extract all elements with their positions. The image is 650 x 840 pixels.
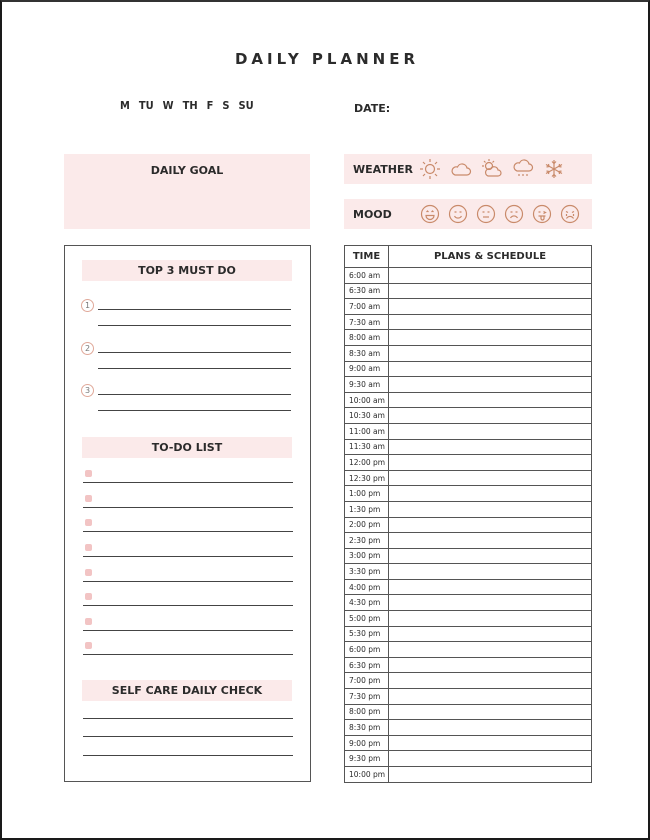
- time-slot: 7:00 pm: [345, 673, 389, 689]
- plan-entry-cell[interactable]: [389, 751, 592, 767]
- schedule-row: [345, 579, 592, 595]
- plan-entry-cell[interactable]: [389, 299, 592, 315]
- schedule-row: [345, 595, 592, 611]
- number-badge: 3: [81, 384, 94, 397]
- plan-entry-cell[interactable]: [389, 767, 592, 783]
- writing-line: [83, 581, 293, 582]
- writing-line: [83, 531, 293, 532]
- time-slot: 6:00 pm: [345, 642, 389, 658]
- schedule-row: [345, 564, 592, 580]
- schedule-row: [345, 439, 592, 455]
- schedule-row: [345, 642, 592, 658]
- time-slot: 12:30 pm: [345, 470, 389, 486]
- plan-entry-cell[interactable]: [389, 579, 592, 595]
- day-tuesday[interactable]: TU: [138, 99, 154, 112]
- day-saturday[interactable]: S: [222, 99, 230, 112]
- schedule-row: [345, 486, 592, 502]
- rain-cloud-icon[interactable]: [512, 158, 534, 180]
- schedule-row: [345, 720, 592, 736]
- bullet-icon: [85, 593, 92, 600]
- schedule-row: [345, 392, 592, 408]
- schedule-row: [345, 470, 592, 486]
- top3-header: TOP 3 MUST DO: [82, 260, 292, 281]
- time-slot: 4:30 pm: [345, 595, 389, 611]
- time-slot: 8:00 am: [345, 330, 389, 346]
- plan-entry-cell[interactable]: [389, 268, 592, 284]
- time-slot: 7:30 pm: [345, 689, 389, 705]
- sun-icon[interactable]: [419, 158, 441, 180]
- plan-entry-cell[interactable]: [389, 735, 592, 751]
- neutral-face-icon[interactable]: [475, 203, 497, 225]
- plan-entry-cell[interactable]: [389, 564, 592, 580]
- bullet-icon: [85, 495, 92, 502]
- schedule-header-row: [345, 246, 592, 268]
- schedule-row: [345, 735, 592, 751]
- schedule-row: [345, 268, 592, 284]
- plan-entry-cell[interactable]: [389, 314, 592, 330]
- todo-item[interactable]: [83, 542, 293, 558]
- bullet-icon: [85, 569, 92, 576]
- plan-entry-cell[interactable]: [389, 330, 592, 346]
- schedule-row: [345, 657, 592, 673]
- schedule-row: [345, 299, 592, 315]
- laughing-face-icon[interactable]: [419, 203, 441, 225]
- day-selector: [120, 99, 254, 112]
- tongue-face-icon[interactable]: [531, 203, 553, 225]
- weather-label: WEATHER: [353, 162, 414, 176]
- time-slot: 7:30 am: [345, 314, 389, 330]
- page-title: DAILY PLANNER: [234, 50, 419, 68]
- todo-header: TO-DO LIST: [82, 437, 292, 458]
- bullet-icon: [85, 642, 92, 649]
- writing-line: [98, 368, 291, 369]
- time-slot: 5:00 pm: [345, 611, 389, 627]
- plan-entry-cell[interactable]: [389, 439, 592, 455]
- schedule-row: [345, 377, 592, 393]
- schedule-row: [345, 548, 592, 564]
- time-slot: 12:00 pm: [345, 455, 389, 471]
- weather-row: [344, 154, 592, 184]
- plan-entry-cell[interactable]: [389, 283, 592, 299]
- day-sunday[interactable]: SU: [238, 99, 254, 112]
- schedule-row: [345, 767, 592, 783]
- time-slot: 8:30 pm: [345, 720, 389, 736]
- daily-goal-label: DAILY GOAL: [150, 164, 224, 177]
- sad-face-icon[interactable]: [503, 203, 525, 225]
- plan-entry-cell[interactable]: [389, 626, 592, 642]
- time-slot: 11:00 am: [345, 423, 389, 439]
- writing-line: [83, 605, 293, 606]
- writing-line: [83, 654, 293, 655]
- day-thursday[interactable]: TH: [182, 99, 198, 112]
- schedule-row: [345, 330, 592, 346]
- schedule-row: [345, 517, 592, 533]
- time-slot: 10:00 pm: [345, 767, 389, 783]
- schedule-row: [345, 455, 592, 471]
- schedule-row: [345, 533, 592, 549]
- time-slot: 10:30 am: [345, 408, 389, 424]
- plan-entry-cell[interactable]: [389, 689, 592, 705]
- snowflake-icon[interactable]: [543, 158, 565, 180]
- schedule-row: [345, 611, 592, 627]
- writing-line: [98, 394, 291, 395]
- plan-entry-cell[interactable]: [389, 548, 592, 564]
- schedule-row: [345, 626, 592, 642]
- time-slot: 6:30 am: [345, 283, 389, 299]
- daily-goal-box[interactable]: [64, 154, 310, 229]
- schedule-row: [345, 345, 592, 361]
- mood-label: MOOD: [353, 207, 392, 221]
- writing-line: [98, 325, 291, 326]
- time-slot: 11:30 am: [345, 439, 389, 455]
- todo-item[interactable]: [83, 567, 293, 583]
- plan-entry-cell[interactable]: [389, 595, 592, 611]
- time-slot: 6:00 am: [345, 268, 389, 284]
- plan-entry-cell[interactable]: [389, 517, 592, 533]
- schedule-table: [344, 245, 592, 783]
- todo-item[interactable]: [83, 640, 293, 656]
- must-do-item[interactable]: [81, 342, 295, 372]
- time-slot: 9:30 am: [345, 377, 389, 393]
- writing-line: [98, 352, 291, 353]
- time-slot: 2:00 pm: [345, 517, 389, 533]
- time-slot: 9:30 pm: [345, 751, 389, 767]
- bullet-icon: [85, 519, 92, 526]
- schedule-body: [345, 268, 592, 783]
- time-header: TIME: [345, 246, 389, 268]
- time-slot: 6:30 pm: [345, 657, 389, 673]
- bullet-icon: [85, 544, 92, 551]
- partly-cloudy-icon[interactable]: [481, 158, 503, 180]
- todo-item[interactable]: [83, 517, 293, 533]
- time-slot: 7:00 am: [345, 299, 389, 315]
- schedule-row: [345, 361, 592, 377]
- plans-header: PLANS & SCHEDULE: [389, 246, 592, 268]
- schedule-row: [345, 673, 592, 689]
- plan-entry-cell[interactable]: [389, 377, 592, 393]
- todo-item[interactable]: [83, 591, 293, 607]
- schedule-row: [345, 704, 592, 720]
- plan-entry-cell[interactable]: [389, 361, 592, 377]
- todo-item[interactable]: [83, 616, 293, 632]
- plan-entry-cell[interactable]: [389, 345, 592, 361]
- plan-entry-cell[interactable]: [389, 533, 592, 549]
- selfcare-line[interactable]: [83, 755, 293, 756]
- writing-line: [98, 309, 291, 310]
- plan-entry-cell[interactable]: [389, 720, 592, 736]
- time-slot: 9:00 pm: [345, 735, 389, 751]
- plan-entry-cell[interactable]: [389, 486, 592, 502]
- plan-entry-cell[interactable]: [389, 704, 592, 720]
- day-wednesday[interactable]: W: [162, 99, 174, 112]
- must-do-item[interactable]: [81, 299, 295, 329]
- number-badge: 1: [81, 299, 94, 312]
- plan-entry-cell[interactable]: [389, 392, 592, 408]
- schedule-row: [345, 314, 592, 330]
- plan-entry-cell[interactable]: [389, 673, 592, 689]
- must-do-item[interactable]: [81, 384, 295, 414]
- time-slot: 1:00 pm: [345, 486, 389, 502]
- schedule-row: [345, 423, 592, 439]
- bullet-icon: [85, 618, 92, 625]
- plan-entry-cell[interactable]: [389, 501, 592, 517]
- schedule-row: [345, 501, 592, 517]
- schedule-row: [345, 689, 592, 705]
- selfcare-line[interactable]: [83, 718, 293, 719]
- tasks-panel: [64, 245, 311, 782]
- number-badge: 2: [81, 342, 94, 355]
- writing-line: [98, 410, 291, 411]
- writing-line: [83, 630, 293, 631]
- todo-item[interactable]: [83, 468, 293, 484]
- mood-row: [344, 199, 592, 229]
- plan-entry-cell[interactable]: [389, 455, 592, 471]
- plan-entry-cell[interactable]: [389, 642, 592, 658]
- time-slot: 9:00 am: [345, 361, 389, 377]
- selfcare-line[interactable]: [83, 736, 293, 737]
- plan-entry-cell[interactable]: [389, 423, 592, 439]
- schedule-row: [345, 408, 592, 424]
- time-slot: 2:30 pm: [345, 533, 389, 549]
- writing-line: [83, 507, 293, 508]
- bullet-icon: [85, 470, 92, 477]
- plan-entry-cell[interactable]: [389, 408, 592, 424]
- writing-line: [83, 482, 293, 483]
- plan-entry-cell[interactable]: [389, 611, 592, 627]
- time-slot: 5:30 pm: [345, 626, 389, 642]
- todo-item[interactable]: [83, 493, 293, 509]
- crying-face-icon[interactable]: [559, 203, 581, 225]
- smiling-face-icon[interactable]: [447, 203, 469, 225]
- time-slot: 4:00 pm: [345, 579, 389, 595]
- day-monday[interactable]: M: [120, 99, 130, 112]
- writing-line: [83, 556, 293, 557]
- date-label: DATE:: [354, 102, 391, 115]
- time-slot: 10:00 am: [345, 392, 389, 408]
- plan-entry-cell[interactable]: [389, 470, 592, 486]
- schedule-row: [345, 283, 592, 299]
- day-friday[interactable]: F: [206, 99, 214, 112]
- time-slot: 3:00 pm: [345, 548, 389, 564]
- time-slot: 1:30 pm: [345, 501, 389, 517]
- plan-entry-cell[interactable]: [389, 657, 592, 673]
- time-slot: 3:30 pm: [345, 564, 389, 580]
- cloud-icon[interactable]: [450, 158, 472, 180]
- schedule-row: [345, 751, 592, 767]
- selfcare-header: SELF CARE DAILY CHECK: [82, 680, 292, 701]
- time-slot: 8:30 am: [345, 345, 389, 361]
- time-slot: 8:00 pm: [345, 704, 389, 720]
